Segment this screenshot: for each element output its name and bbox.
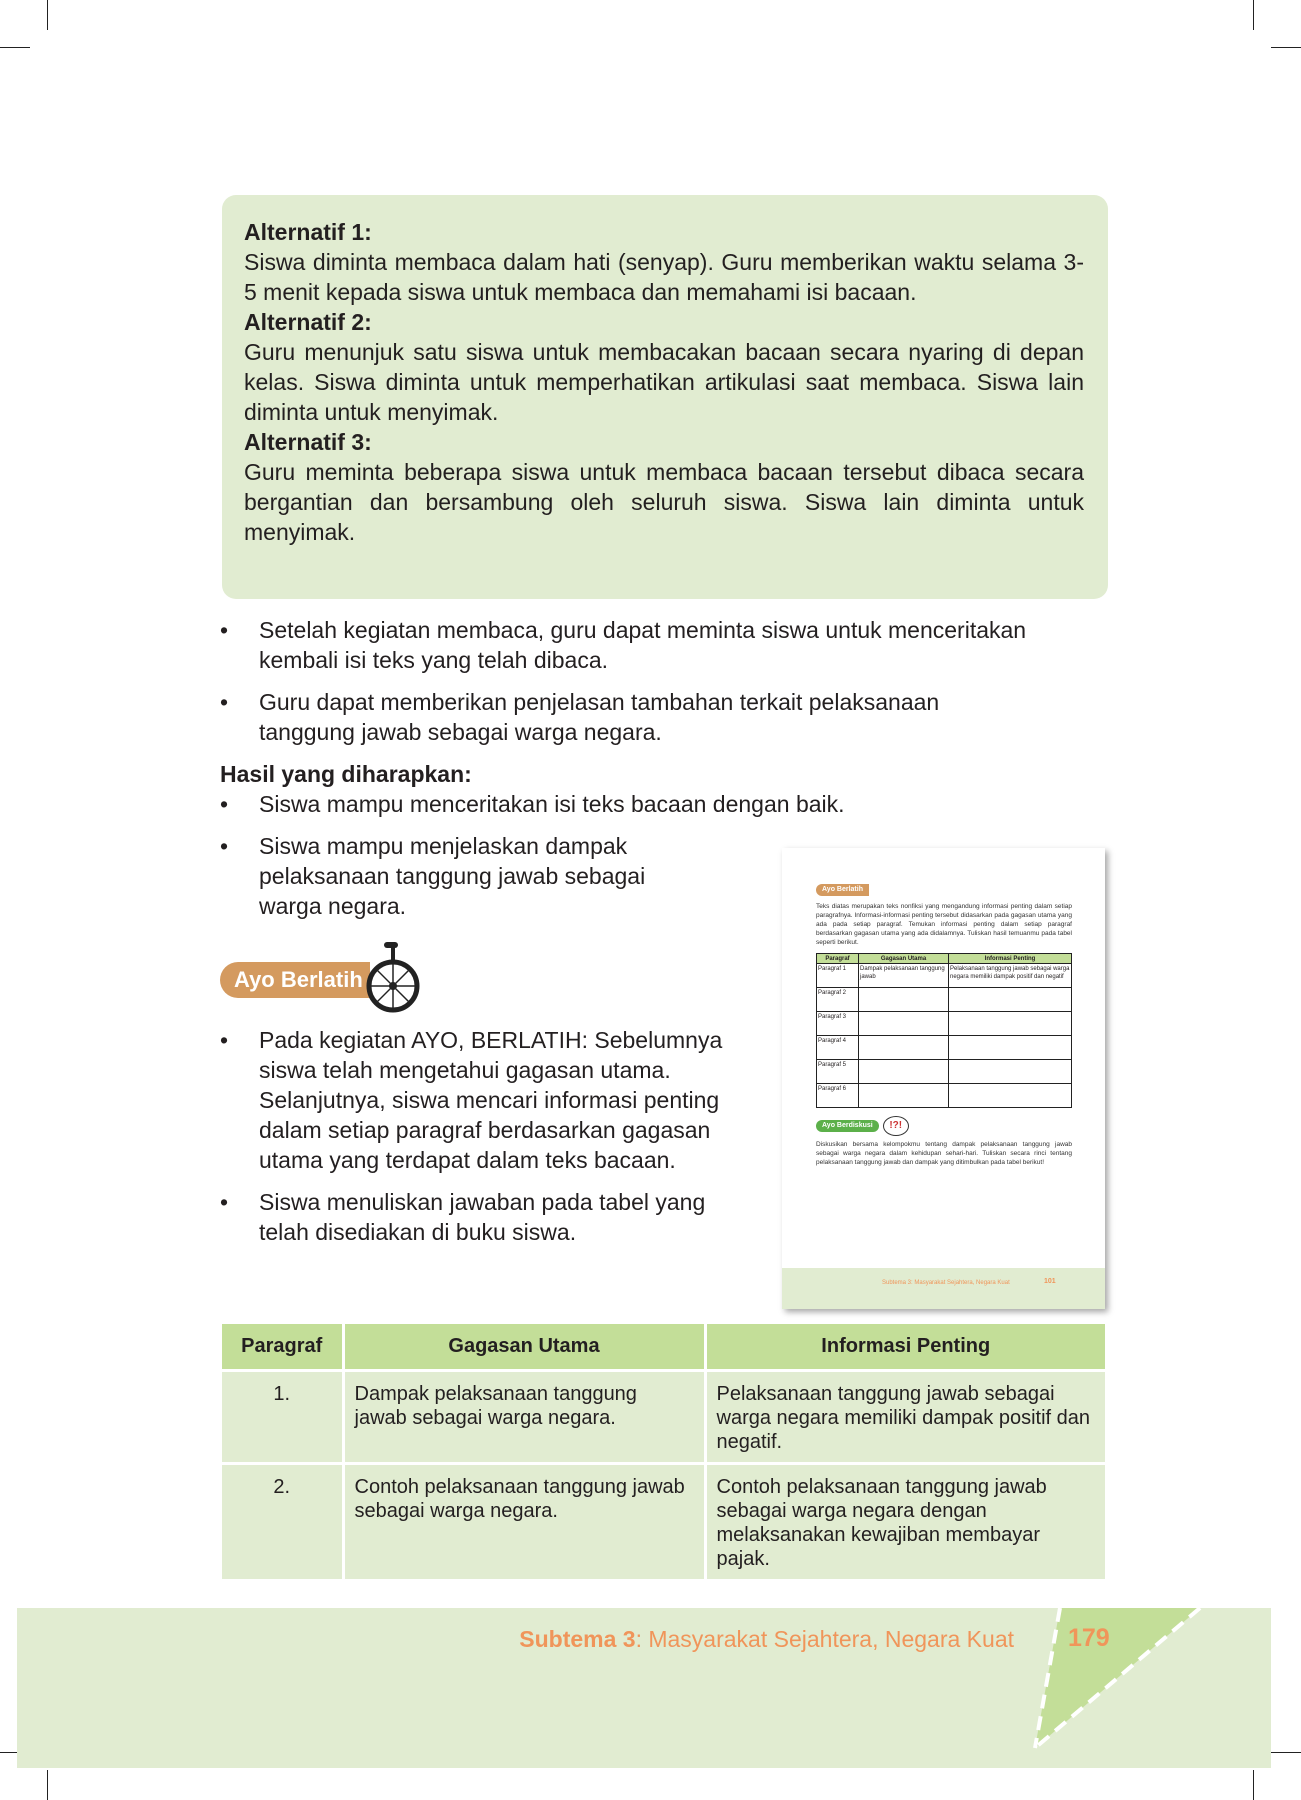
question-exclaim-icon: !?! (883, 1116, 909, 1136)
alt1-title: Alternatif 1: (244, 219, 372, 245)
crop-mark (47, 1770, 48, 1800)
student-book-thumbnail (782, 848, 1105, 1309)
page-number: 179 (1068, 1624, 1110, 1652)
thumb-table: Paragraf Gagasan Utama Informasi Penting Paragraf 1 Dampak pelaksanaan tanggung jawab Pelaksanaan tanggung jawab sebagai warga negara memiliki dampak positif dan negatif Paragraf 2 Paragraf 3 Paragraf 4 Paragraf 5 Paragraf 6 (816, 953, 1072, 1108)
col-header: Informasi Penting (705, 1324, 1107, 1370)
bullet-item: • Siswa mampu menceritakan isi teks bacaan dengan baik. (220, 791, 845, 817)
bullet-item: • Siswa mampu menjelaskan dampak pelaksanaan tanggung jawab sebagai warga negara. (220, 833, 646, 919)
crop-mark (1271, 1752, 1301, 1753)
thumb-badge: Ayo Berlatih (816, 884, 869, 896)
thumb-page-number: 101 (1044, 1278, 1056, 1285)
footer-triangle-decoration (1030, 1608, 1271, 1768)
col-header: Paragraf (222, 1324, 343, 1370)
ayo-berlatih-badge: Ayo Berlatih (220, 962, 370, 998)
col-header: Gagasan Utama (343, 1324, 705, 1370)
alt2-text: Guru menunjuk satu siswa untuk membacakan bacaan secara nyaring di depan kelas. Siswa diminta untuk memperhatikan artikulasi saat membaca. Siswa lain diminta untuk menyimak. (244, 339, 1084, 425)
crop-mark (1253, 0, 1254, 30)
bullet-item: • Guru dapat memberikan penjelasan tambahan terkait pelaksanaan tanggung jawab sebagai warga negara. (220, 689, 940, 745)
results-table (222, 1324, 1108, 1582)
crop-mark (0, 47, 30, 48)
thumb-footer: Subtema 3: Masyarakat Sejahtera, Negara Kuat (882, 1280, 1010, 1286)
alt1-text: Siswa diminta membaca dalam hati (senyap). Guru memberikan waktu selama 3-5 menit kepada siswa untuk membaca dan memahami isi bacaan. (244, 249, 1084, 305)
crop-mark (1271, 47, 1301, 48)
alt3-title: Alternatif 3: (244, 429, 372, 455)
practice-list (220, 1025, 760, 1259)
table-row: 2. Contoh pelaksanaan tanggung jawab sebagai warga negara. Contoh pelaksanaan tanggung jawab sebagai warga negara dengan melaksanakan kewajiban membayar pajak. (222, 1463, 1107, 1580)
alternatives-box (222, 195, 1108, 599)
expected-results-heading: Hasil yang diharapkan: (220, 761, 472, 787)
table-row: 1. Dampak pelaksanaan tanggung jawab sebagai warga negara. Pelaksanaan tanggung jawab sebagai warga negara memiliki dampak positif dan negatif. (222, 1370, 1107, 1463)
unicycle-icon (360, 938, 426, 1016)
alt2-title: Alternatif 2: (244, 309, 372, 335)
bullet-item: • Pada kegiatan AYO, BERLATIH: Sebelumnya siswa telah mengetahui gagasan utama. Selanjutnya, siswa mencari informasi penting dalam setiap paragraf berdasarkan gagasan utama yang terdapat dalam teks bacaan. (220, 1027, 723, 1173)
thumb-discuss: Diskusikan bersama kelompokmu tentang dampak pelaksanaan tanggung jawab sebagai warga negara dalam kehidupan sehari-hari. Tuliskan secara rinci tentang pelaksanaan tanggung jawab dan dampak yang ditimbulkan pada tabel berikut! (816, 1141, 1072, 1166)
crop-mark (1253, 1770, 1254, 1800)
bullet-item: • Siswa menuliskan jawaban pada tabel yang telah disediakan di buku siswa. (220, 1189, 706, 1245)
footer-subtema: Subtema 3: Masyarakat Sejahtera, Negara Kuat (519, 1626, 1014, 1652)
alt3-text: Guru meminta beberapa siswa untuk membaca bacaan tersebut dibaca secara bergantian dan bersambung oleh seluruh siswa. Siswa lain diminta untuk menyimak. (244, 459, 1084, 545)
bullet-item: • Setelah kegiatan membaca, guru dapat meminta siswa untuk menceritakan kembali isi teks yang telah dibaca. (220, 617, 1027, 673)
thumb-intro: Teks diatas merupakan teks nonfiksi yang mengandung informasi penting dalam setiap paragrafnya. Informasi-informasi penting tersebut didasarkan pada gagasan utama yang ada pada setiap paragraf. Temukan informasi penting dalam setiap paragraf berdasarkan gagasan utama yang ada didalamnya. Tuliskan hasil temuanmu pada tabel seperti berikut. (816, 903, 1072, 946)
thumb-badge-discuss: Ayo Berdiskusi (816, 1120, 879, 1132)
thumb-footer-band (782, 1268, 1105, 1309)
crop-mark (47, 0, 48, 30)
